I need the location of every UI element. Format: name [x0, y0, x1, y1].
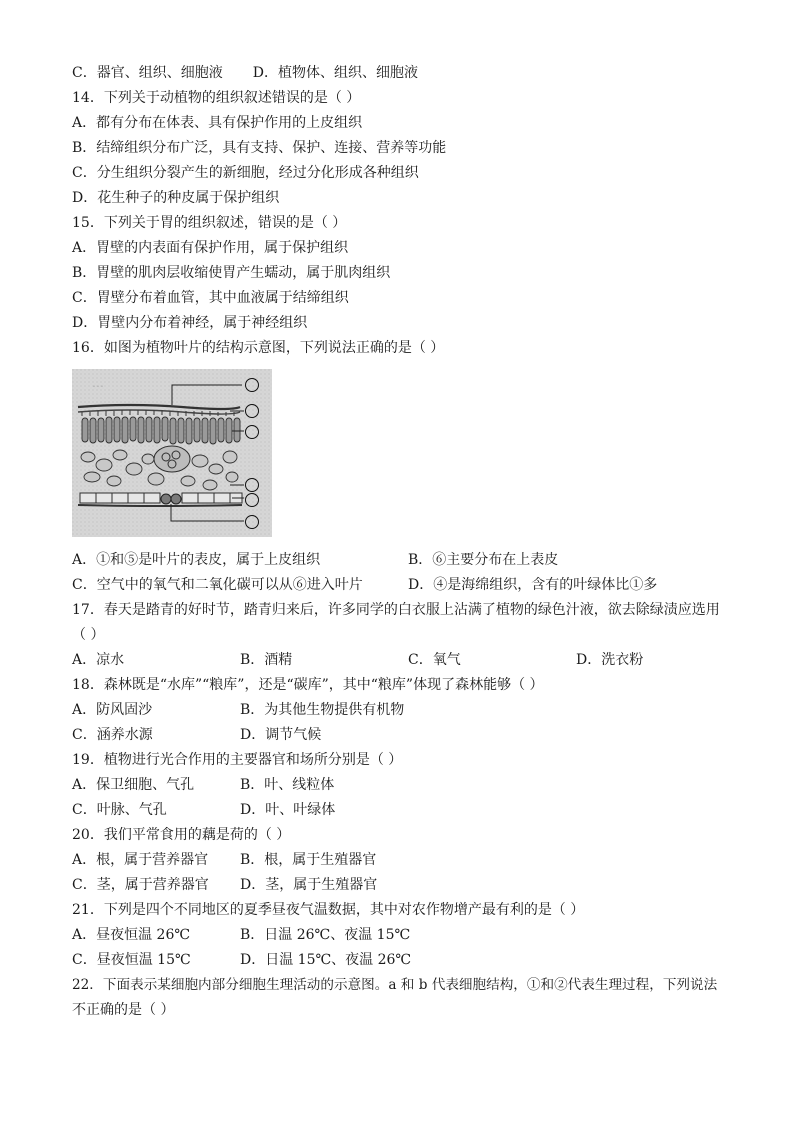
q17-option-b: B．酒精 [240, 652, 293, 668]
q18-option-b: B．为其他生物提供有机物 [240, 702, 405, 718]
q21-option-b: B．日温 26℃、夜温 15℃ [240, 927, 411, 943]
q20-option-a: A．根，属于营养器官 [72, 852, 209, 868]
q16-option-d: D．④是海绵组织，含有的叶绿体比①多 [408, 577, 658, 593]
q14-option-d: D．花生种子的种皮属于保护组织 [72, 190, 280, 206]
q22-stem: 22．下面表示某细胞内部分细胞生理活动的示意图。a 和 b 代表细胞结构，①和②代表生理过程，下列说法 [72, 977, 718, 993]
q17-option-a: A．凉水 [72, 652, 125, 668]
q13-option-d: D．植物体、组织、细胞液 [252, 65, 418, 81]
q17-option-d: D．洗衣粉 [576, 652, 644, 668]
figure-label-2 [240, 424, 264, 440]
q14-option-c: C．分生组织分裂产生的新细胞，经过分化形成各种组织 [72, 165, 419, 181]
q18-option-c: C．涵养水源 [72, 727, 153, 743]
q16-option-b: B．⑥主要分布在上表皮 [408, 552, 559, 568]
q21-option-a: A．昼夜恒温 26℃ [72, 927, 191, 943]
figure-label-3 [240, 377, 264, 393]
q17-option-c: C．氧气 [408, 652, 461, 668]
q20-option-c: C．茎，属于营养器官 [72, 877, 209, 893]
q21-stem: 21．下列是四个不同地区的夏季昼夜气温数据，其中对农作物增产最有利的是（ ） [72, 902, 585, 918]
figure-label-4 [240, 477, 264, 493]
q17-stem: 17．春天是踏青的好时节，踏青归来后，许多同学的白衣服上沾满了植物的绿色汁液，欲去除绿渍应选用 [72, 602, 720, 618]
q20-stem: 20．我们平常食用的藕是荷的（ ） [72, 827, 291, 843]
figure-label-5 [240, 492, 264, 508]
q13-options [72, 64, 418, 82]
q14-stem: 14．下列关于动植物的组织叙述错误的是（ ） [72, 90, 361, 106]
q17-stem-cont: （ ） [72, 627, 105, 643]
q21-option-d: D．日温 15℃、夜温 26℃ [240, 952, 412, 968]
q15-option-d: D．胃壁内分布着神经，属于神经组织 [72, 315, 308, 331]
q20-option-d: D．茎，属于生殖器官 [240, 877, 378, 893]
q21-option-c: C．昼夜恒温 15℃ [72, 952, 191, 968]
q14-option-b: B．结缔组织分布广泛，具有支持、保护、连接、营养等功能 [72, 140, 447, 156]
figure-label-6 [240, 514, 264, 530]
q15-option-a: A．胃壁的内表面有保护作用，属于保护组织 [72, 240, 349, 256]
q22-stem-cont: 不正确的是（ ） [72, 1002, 175, 1018]
q13-option-c: C．器官、组织、细胞液 [72, 65, 223, 81]
q19-option-d: D．叶、叶绿体 [240, 802, 336, 818]
q15-option-c: C．胃壁分布着血管，其中血液属于结缔组织 [72, 290, 349, 306]
q19-option-a: A．保卫细胞、气孔 [72, 777, 195, 793]
q19-stem: 19．植物进行光合作用的主要器官和场所分别是（ ） [72, 752, 403, 768]
q20-option-b: B．根，属于生殖器官 [240, 852, 377, 868]
q16-stem: 16．如图为植物叶片的结构示意图，下列说法正确的是（ ） [72, 340, 445, 356]
q16-option-a: A．①和⑤是叶片的表皮，属于上皮组织 [72, 552, 321, 568]
q18-option-d: D．调节气候 [240, 727, 322, 743]
q14-option-a: A．都有分布在体表、具有保护作用的上皮组织 [72, 115, 363, 131]
q15-stem: 15．下列关于胃的组织叙述，错误的是（ ） [72, 215, 347, 231]
q19-option-b: B．叶、线粒体 [240, 777, 335, 793]
q15-option-b: B．胃壁的肌肉层收缩使胃产生蠕动，属于肌肉组织 [72, 265, 391, 281]
q18-stem: 18．森林既是“水库”“粮库”，还是“碳库”，其中“粮库”体现了森林能够（ ） [72, 677, 544, 693]
figure-label-1 [240, 403, 264, 419]
q19-option-c: C．叶脉、气孔 [72, 802, 167, 818]
q16-option-c: C．空气中的氧气和二氧化碳可以从⑥进入叶片 [72, 577, 363, 593]
q18-option-a: A．防风固沙 [72, 702, 153, 718]
leaf-structure-figure [72, 369, 272, 537]
svg-text:…: … [92, 376, 104, 390]
